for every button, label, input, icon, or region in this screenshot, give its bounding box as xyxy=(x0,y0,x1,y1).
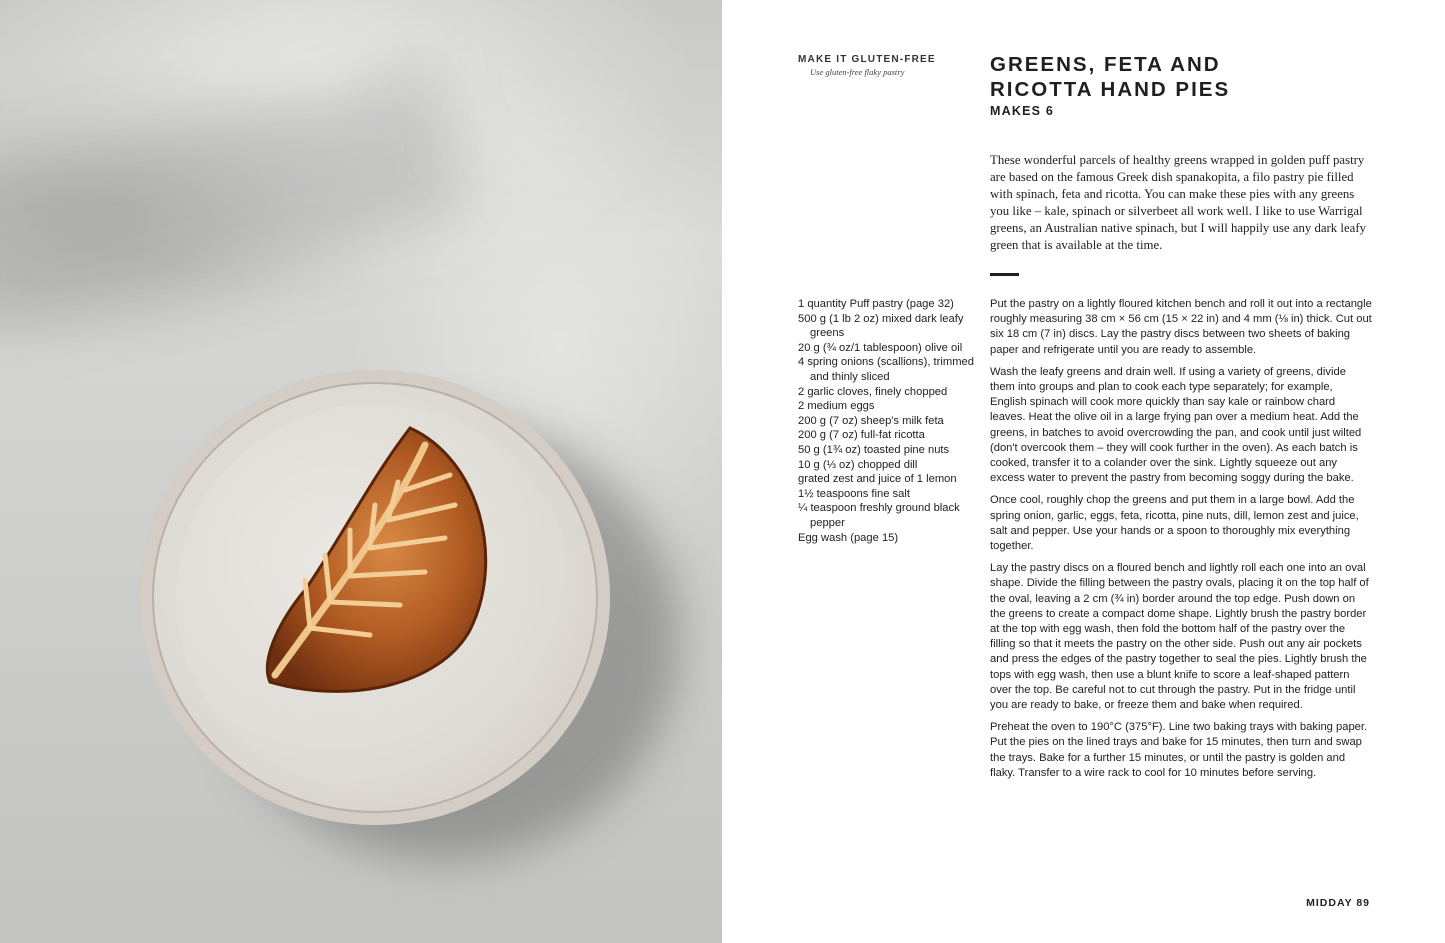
ingredient-item: 2 garlic cloves, finely chopped xyxy=(798,385,948,398)
ingredient-item: 50 g (1¾ oz) toasted pine nuts xyxy=(798,443,950,456)
ingredient-item: grated zest and juice of 1 lemon xyxy=(798,473,957,486)
ingredient-item: 1 quantity Puff pastry (page 32) xyxy=(798,298,954,310)
ingredient-item: 1½ teaspoons fine salt xyxy=(798,487,910,500)
ingredient-item: 500 g (1 lb 2 oz) mixed dark leafy greens xyxy=(798,312,964,340)
ingredient-item: 10 g (⅓ oz) chopped dill xyxy=(798,458,918,471)
method-paragraph: Put the pastry on a lightly floured kitchen bench and roll it out into a rectangle roughly measuring 38 cm × 56 cm (15 × 22 in) and 4 mm (⅛ in) thick. Cut out six 18 cm (7 in) discs. Lay the pastry discs between two sheets of baking paper and refrigerate until you are ready to assemble. xyxy=(990,298,1372,356)
recipe-title xyxy=(990,52,1230,102)
aside-note: Use gluten-free flaky pastry xyxy=(810,67,905,77)
recipe-title-line: RICOTTA HAND PIES xyxy=(990,78,1231,101)
recipe-title-line: GREENS, FETA AND xyxy=(990,53,1221,76)
ingredient-item: ¼ teaspoon freshly ground black pepper xyxy=(798,502,960,529)
recipe-photo xyxy=(0,0,722,943)
ingredient-item: Egg wash (page 15) xyxy=(798,531,899,544)
method-paragraph: Once cool, roughly chop the greens and put them in a large bowl. Add the spring onion, garlic, eggs, feta, ricotta, pine nuts, dill, lemon zest and juice, salt and pepper. Use your hands or a spoon to thoroughly mix everything together. xyxy=(990,494,1359,553)
ingredient-item: 2 medium eggs xyxy=(798,400,875,413)
aside-title: MAKE IT GLUTEN-FREE xyxy=(798,54,936,65)
ingredient-item: 20 g (¾ oz/1 tablespoon) olive oil xyxy=(798,341,963,354)
window-shadow xyxy=(0,59,472,340)
pie-crust xyxy=(267,428,485,691)
method-paragraph: Wash the leafy greens and drain well. If using a variety of greens, divide them into groups and plan to cook each type separately; for example, English spinach will cook more quickly than say kale or rainbow chard leaves. Heat the olive oil in a large frying pan over a medium heat. Add the greens, in batches to avoid overcrowding the pan, and cook until just wilted (don't overcook them – they will cook further in the oven). As each batch is cooked, transfer it to a colander over the sink. Lightly squeeze out any excess water to prevent the pastry from becoming soggy during the bake. xyxy=(990,365,1362,485)
page-folio: MIDDAY 89 xyxy=(1306,897,1370,909)
ingredient-item: 200 g (7 oz) sheep's milk feta xyxy=(798,414,944,427)
recipe-yield: MAKES 6 xyxy=(990,104,1054,118)
section-divider xyxy=(990,273,1019,276)
hand-pie-illustration xyxy=(250,420,510,720)
ingredient-item: 200 g (7 oz) full-fat ricotta xyxy=(798,429,925,442)
ingredients-list xyxy=(798,297,978,545)
ingredient-item: 4 spring onions (scallions), trimmed and thinly sliced xyxy=(798,356,974,383)
method-steps xyxy=(990,297,1372,788)
method-paragraph: Preheat the oven to 190°C (375°F). Line two baking trays with baking paper. Put the pies on the lined trays and bake for 15 minutes, then turn and swap the trays. Bake for a further 15 minutes, or until the pastry is golden and flaky. Transfer to a wire rack to cool for 10 minutes before serving. xyxy=(990,721,1368,779)
method-paragraph: Lay the pastry discs on a floured bench and lightly roll each one into an oval shape. Divide the filling between the pastry ovals, placing it on the top half of the oval, leaving a 2 cm (¾ in) border around the top edge. Push down on the greens to create a compact dome shape. Lightly brush the pastry border at the top with egg wash, then fold the bottom half of the pastry over the filling so that it meets the pastry on the other side. Push out any air pockets and press the edges of the pastry together to seal the pies. Lightly brush the tops with egg wash, then use a blunt knife to score a leaf-shaped pattern over the top. Be careful not to cut through the pastry. Put in the fridge until you are ready to bake, or freeze them and bake when required. xyxy=(990,562,1369,712)
recipe-intro: These wonderful parcels of healthy greens wrapped in golden puff pastry are based on the famous Greek dish spanakopita, a filo pastry pie filled with spinach, feta and ricotta. You can make these pies with any greens you like – kale, spinach or silverbeet all work well. I like to use Warrigal greens, an Australian native spinach, but I will happily use any dark leafy green that is available at the time. xyxy=(990,153,1366,252)
